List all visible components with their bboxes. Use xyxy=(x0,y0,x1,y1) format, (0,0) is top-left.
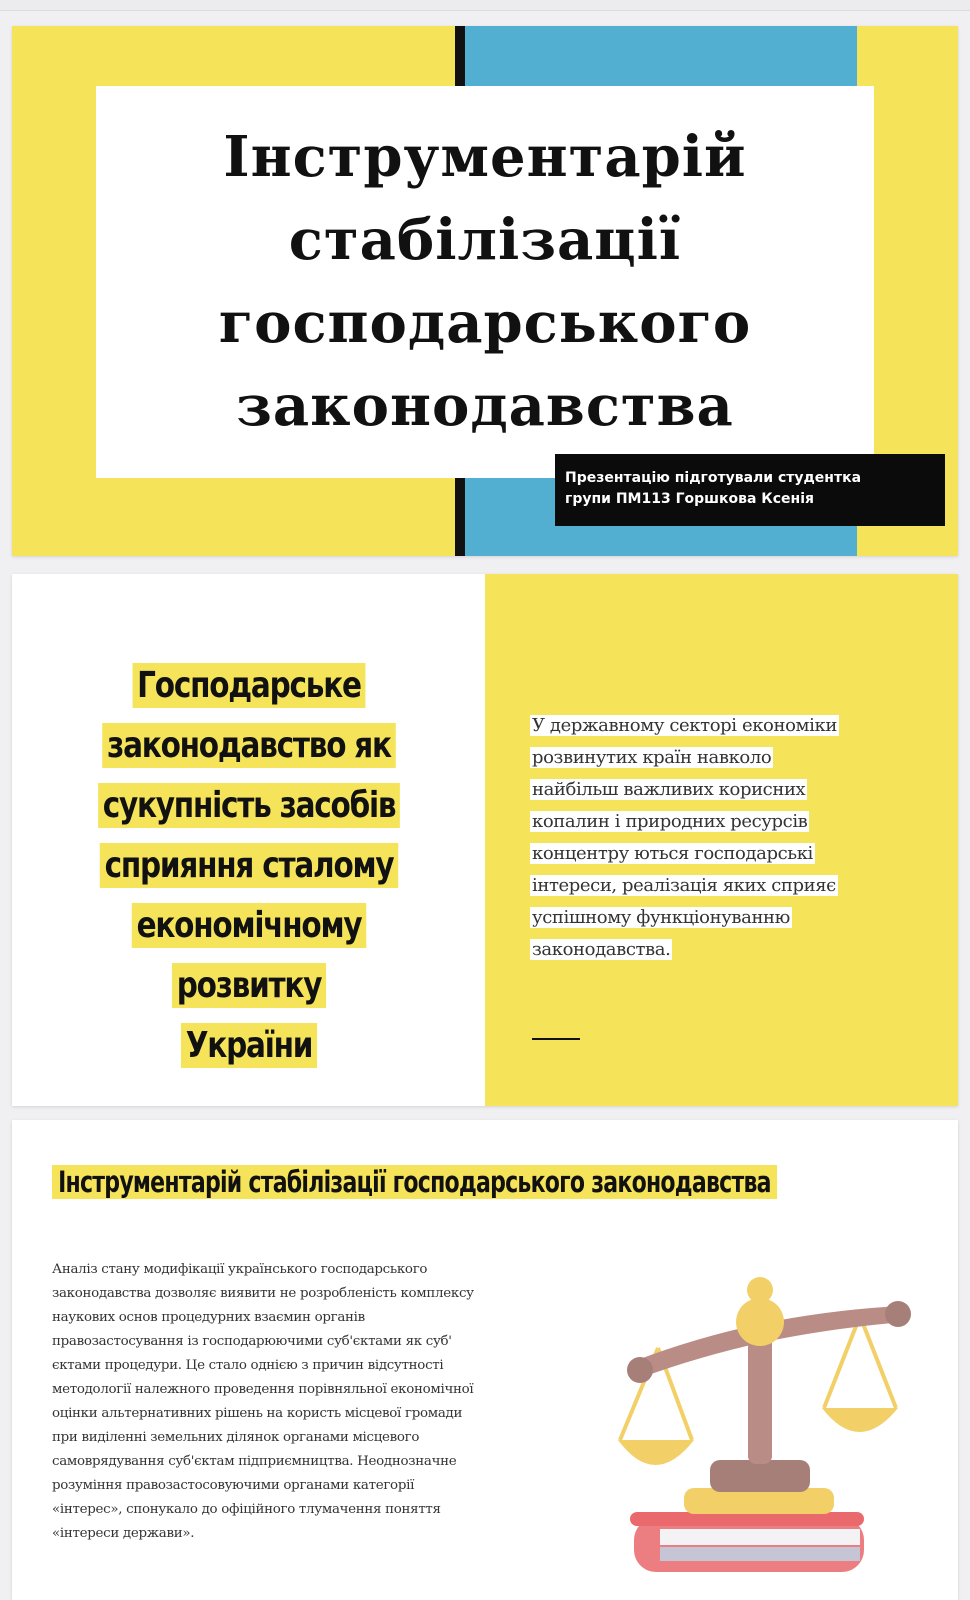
title-line: законодавства xyxy=(236,373,734,439)
slide-body-text xyxy=(530,710,910,966)
body-line: законодавства дозволяє виявити не розробленість комплексу xyxy=(52,1286,474,1301)
scales-of-justice-on-books-icon xyxy=(614,1250,914,1580)
body-line: «інтерес», спонукало до офіційного тлумачення поняття xyxy=(52,1502,441,1517)
divider-rule xyxy=(532,1038,580,1040)
body-line: правозастосування із господарюючими суб'єктами як суб' xyxy=(52,1334,452,1349)
body-line: наукових основ процедурних взаємин органів xyxy=(52,1310,365,1325)
body-line: методології належного проведення порівняльної економічної xyxy=(52,1382,474,1397)
body-line: самоврядування суб'єктам підприємництва. Неоднозначне xyxy=(52,1454,457,1469)
body-line: Аналіз стану модифікації українського господарського xyxy=(52,1262,428,1277)
heading-line: Господарське xyxy=(132,663,365,708)
author-line: Презентацію підготували студентка xyxy=(565,470,862,486)
slide-legislation xyxy=(12,574,958,1106)
viewer-top-bar xyxy=(0,0,970,11)
slide-body-text xyxy=(52,1258,552,1546)
author-box xyxy=(555,454,945,526)
body-line: успішному функціонуванню xyxy=(532,907,790,928)
heading-line: економічному розвитку xyxy=(132,903,367,1008)
title-box xyxy=(96,86,874,478)
slide-title xyxy=(12,26,958,556)
body-line: найбільш важливих корисних xyxy=(532,779,806,800)
slide-heading xyxy=(68,656,430,1076)
body-line: законодавства. xyxy=(532,939,671,960)
body-line: інтереси, реалізація яких сприяє xyxy=(532,875,836,896)
slide-tools xyxy=(12,1120,958,1600)
body-line: розуміння правозастосовуючими органами категорії xyxy=(52,1478,415,1493)
heading-line: сукупність засобів xyxy=(98,783,400,828)
title-line: стабілізації xyxy=(288,207,682,273)
body-line: оцінки альтернативних рішень на користь місцевої громади xyxy=(52,1406,463,1421)
slide-heading xyxy=(52,1162,771,1202)
heading-text: Інструментарій стабілізації господарського законодавства xyxy=(52,1165,777,1199)
heading-line: сприяння сталому xyxy=(100,843,399,888)
body-line: при виділенні земельних ділянок органами місцевого xyxy=(52,1430,420,1445)
title-line: господарського xyxy=(218,290,752,356)
body-line: копалин і природних ресурсів xyxy=(532,811,808,832)
body-line: розвинутих країн навколо xyxy=(532,747,772,768)
body-line: У державному секторі економіки xyxy=(532,715,837,736)
body-line: концентру ються господарські xyxy=(532,843,813,864)
author-line: групи ПМ113 Горшкова Ксенія xyxy=(565,491,814,507)
heading-line: України xyxy=(181,1023,317,1068)
title-line: Інструментарій xyxy=(223,124,747,190)
heading-line: законодавство як xyxy=(102,723,396,768)
body-line: єктами процедури. Це стало однією з причин відсутності xyxy=(52,1358,444,1373)
body-line: «інтереси держави». xyxy=(52,1526,195,1541)
presentation-title xyxy=(219,116,751,448)
